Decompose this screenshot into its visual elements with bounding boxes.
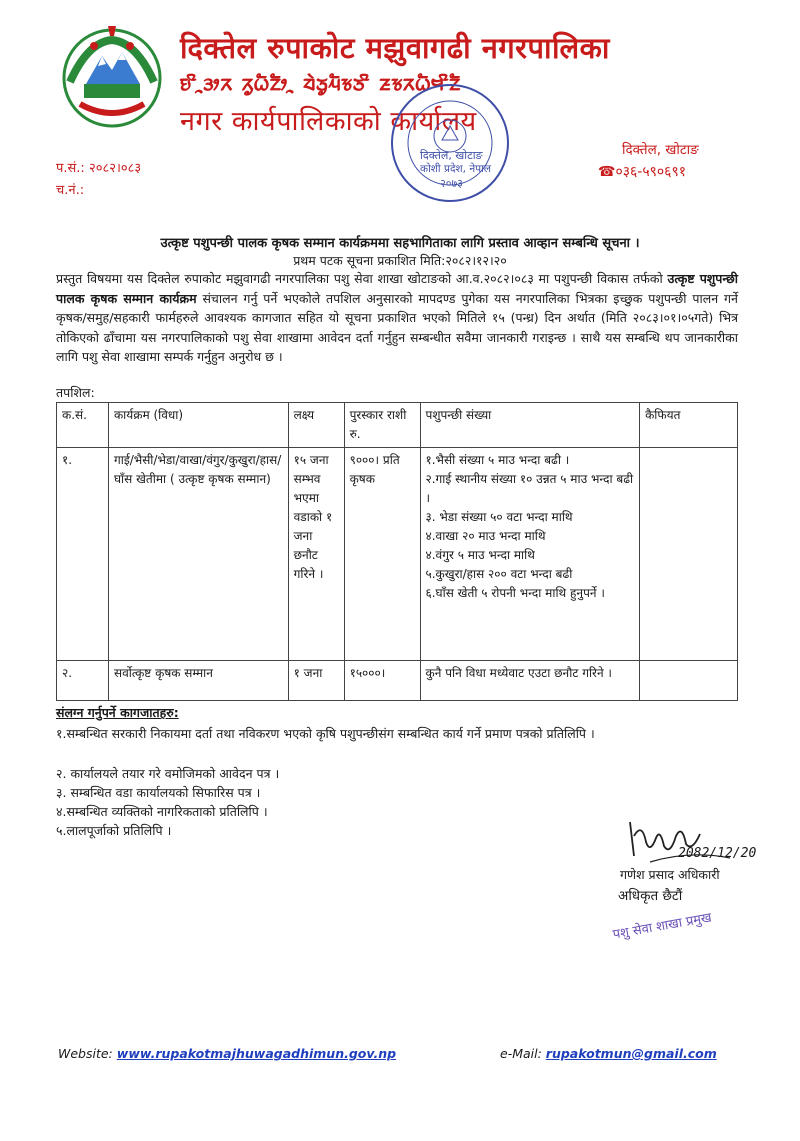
office-phone: ☎०३६-५९०६९१ — [598, 164, 687, 180]
row-target: १ जना — [288, 661, 344, 701]
section-head-stamp: पशु सेवा शाखा प्रमुख — [611, 910, 713, 943]
attachment-item: २. कार्यालयले तयार गरे वमोजिमको आवेदन पत्र । — [56, 766, 280, 781]
count-item: ३. भेडा संख्या ५० वटा भन्दा माथि — [425, 510, 573, 524]
count-item: ४.वंगुर ५ माउ भन्दा माथि — [425, 548, 535, 562]
count-item: ६.घाँस खेती ५ रोपनी भन्दा माथि हुनुपर्ने । — [425, 586, 605, 600]
notice-body-part1: प्रस्तुत विषयमा यस दिक्तेल रुपाकोट मझुवागढी नगरपालिका पशु सेवा शाखा खोटाङको आ.व.२०८२।०८३ मा पशुपन्छी विकास तर्फको — [56, 271, 668, 286]
criteria-table — [56, 402, 738, 701]
col-header-remarks: कैफियत — [640, 403, 738, 448]
attachments-heading: संलग्न गर्नुपर्ने कागजातहरु: — [56, 705, 179, 720]
notice-body-part2: संचालन गर्नु पर्ने भएकोले तपशिल अनुसारको मापदण्ड पुगेका यस नगरपालिका भित्रका इच्छुक पशुपन्छी पालन गर्ने कृषक/समुह/सहकारी फार्महरुले आवश्यक कागजात सहित यो सूचना प्रकाशित भएको मितिले १५ (पन्ध्र) दिन अर्थात (मिति २०८३।०१।०५गते) भित्र तोकिएको ढाँचामा यस नगरपालिकाको पशु सेवा शाखामा आवेदन दर्ता गर्नुहुन सम्बन्धीत सवैमा जानकारी गराइन्छ । साथै यस सम्बन्धि थप जानकारीका लागि पशु सेवा शाखामा सम्पर्क गर्नुहुन अनुरोध छ । — [56, 290, 738, 364]
row-program: गाई/भैसी/भेडा/वाखा/वंगुर/कुखुरा/हास/घाँस खेतीमा ( उत्कृष्ट कृषक सम्मान) — [108, 448, 288, 661]
office-name: नगर कार्यपालिकाको कार्यालय — [180, 106, 477, 137]
count-item: ५.कुखुरा/हास २०० वटा भन्दा बढी — [425, 567, 573, 581]
row-sn: १. — [57, 448, 109, 661]
count-item: कुनै पनि विधा मध्येवाट एउटा छनौट गरिने । — [425, 666, 612, 680]
office-location: दिक्तेल, खोटाङ — [622, 142, 699, 158]
row-livestock-count — [420, 661, 640, 701]
count-item: २.गाई स्थानीय संख्या १० उन्नत ५ माउ भन्दा बढी । — [425, 472, 634, 505]
row-prize: १५०००। — [344, 661, 420, 701]
table-header-row — [57, 403, 738, 448]
row-program: सर्वोत्कृष्ट कृषक सम्मान — [108, 661, 288, 701]
website-label: Website: — [58, 1046, 113, 1061]
notice-title: उत्कृष्ट पशुपन्छी पालक कृषक सम्मान कार्यक्रममा सहभागिताका लागि प्रस्ताव आव्हान सम्बन्धि सूचना । — [160, 236, 640, 251]
reference-number: प.सं.: २०८२।०८३ — [56, 161, 142, 176]
seal-province: कोशी प्रदेश, नेपाल — [420, 163, 491, 175]
signatory-name: गणेश प्रसाद अधिकारी — [620, 867, 720, 882]
seal-year: २०७३ — [440, 177, 463, 190]
footer-website — [58, 1046, 396, 1061]
col-header-prize: पुरस्कार राशी रु. — [344, 403, 420, 448]
row-livestock-count — [420, 448, 640, 661]
col-header-livestock-count: पशुपन्छी संख्या — [420, 403, 640, 448]
nepal-emblem-logo — [58, 22, 166, 130]
col-header-sn: क.सं. — [57, 403, 109, 448]
seal-place: दिक्तेल, खोटाङ — [420, 149, 483, 162]
row-sn: २. — [57, 661, 109, 701]
signature-date: 2082/12/20 — [678, 846, 757, 861]
email-label: e-Mail: — [500, 1046, 542, 1061]
attachment-item: १.सम्बन्धित सरकारी निकायमा दर्ता तथा नविकरण भएको कृषि पशुपन्छीसंग सम्बन्धित कार्य गर्ने प्रमाण पत्रको प्रतिलिपि । — [56, 726, 595, 741]
municipality-name: दिक्तेल रुपाकोट मझुवागढी नगरपालिका — [180, 31, 610, 65]
attachment-item: ४.सम्बन्धित व्यक्तिको नागरिकताको प्रतिलिपि । — [56, 804, 268, 819]
row-remarks — [640, 448, 738, 661]
table-row — [57, 661, 738, 701]
details-label: तपशिल: — [56, 385, 95, 400]
row-prize: ९०००। प्रति कृषक — [344, 448, 420, 661]
attachment-item: ५.लालपूर्जाको प्रतिलिपि । — [56, 823, 172, 838]
attachment-item: ३. सम्बन्धित वडा कार्यालयको सिफारिस पत्र । — [56, 785, 261, 800]
notice-body — [56, 269, 738, 367]
municipality-name-limbu: ᤎᤡᤳᤋᤣᤖ ᤖᤢᤐᤠᤁᤥᤳ ᤔᤧᤍᤢᤘᤠᤃᤍᤡ ᤏᤃᤖᤐᤠᤗᤡᤁᤠ — [180, 70, 462, 96]
table-row — [57, 448, 738, 661]
row-target: १५ जना सम्भव भएमा वडाको १ जना छनौट गरिने । — [288, 448, 344, 661]
col-header-target: लक्ष्य — [288, 403, 344, 448]
col-header-program: कार्यक्रम (विधा) — [108, 403, 288, 448]
website-link[interactable]: www.rupakotmajhuwagadhimun.gov.np — [116, 1046, 397, 1061]
dispatch-number: च.नं.: — [56, 183, 85, 198]
notice-body-program: उत्कृष्ट पशुपन्छी पालक कृषक सम्मान कार्यक्रम — [56, 271, 738, 306]
signatory-designation: अधिकृत छैटौं — [618, 888, 683, 904]
count-item: १.भैसी संख्या ५ माउ भन्दा बढी । — [425, 453, 570, 467]
handwritten-signature — [620, 812, 740, 872]
row-remarks — [640, 661, 738, 701]
email-link[interactable]: rupakotmun@gmail.com — [545, 1046, 717, 1061]
footer-email — [500, 1046, 717, 1061]
notice-publish-date: प्रथम पटक सूचना प्रकाशित मिति:२०८२।१२।२० — [293, 253, 507, 268]
count-item: ४.वाखा २० माउ भन्दा माथि — [425, 529, 546, 543]
